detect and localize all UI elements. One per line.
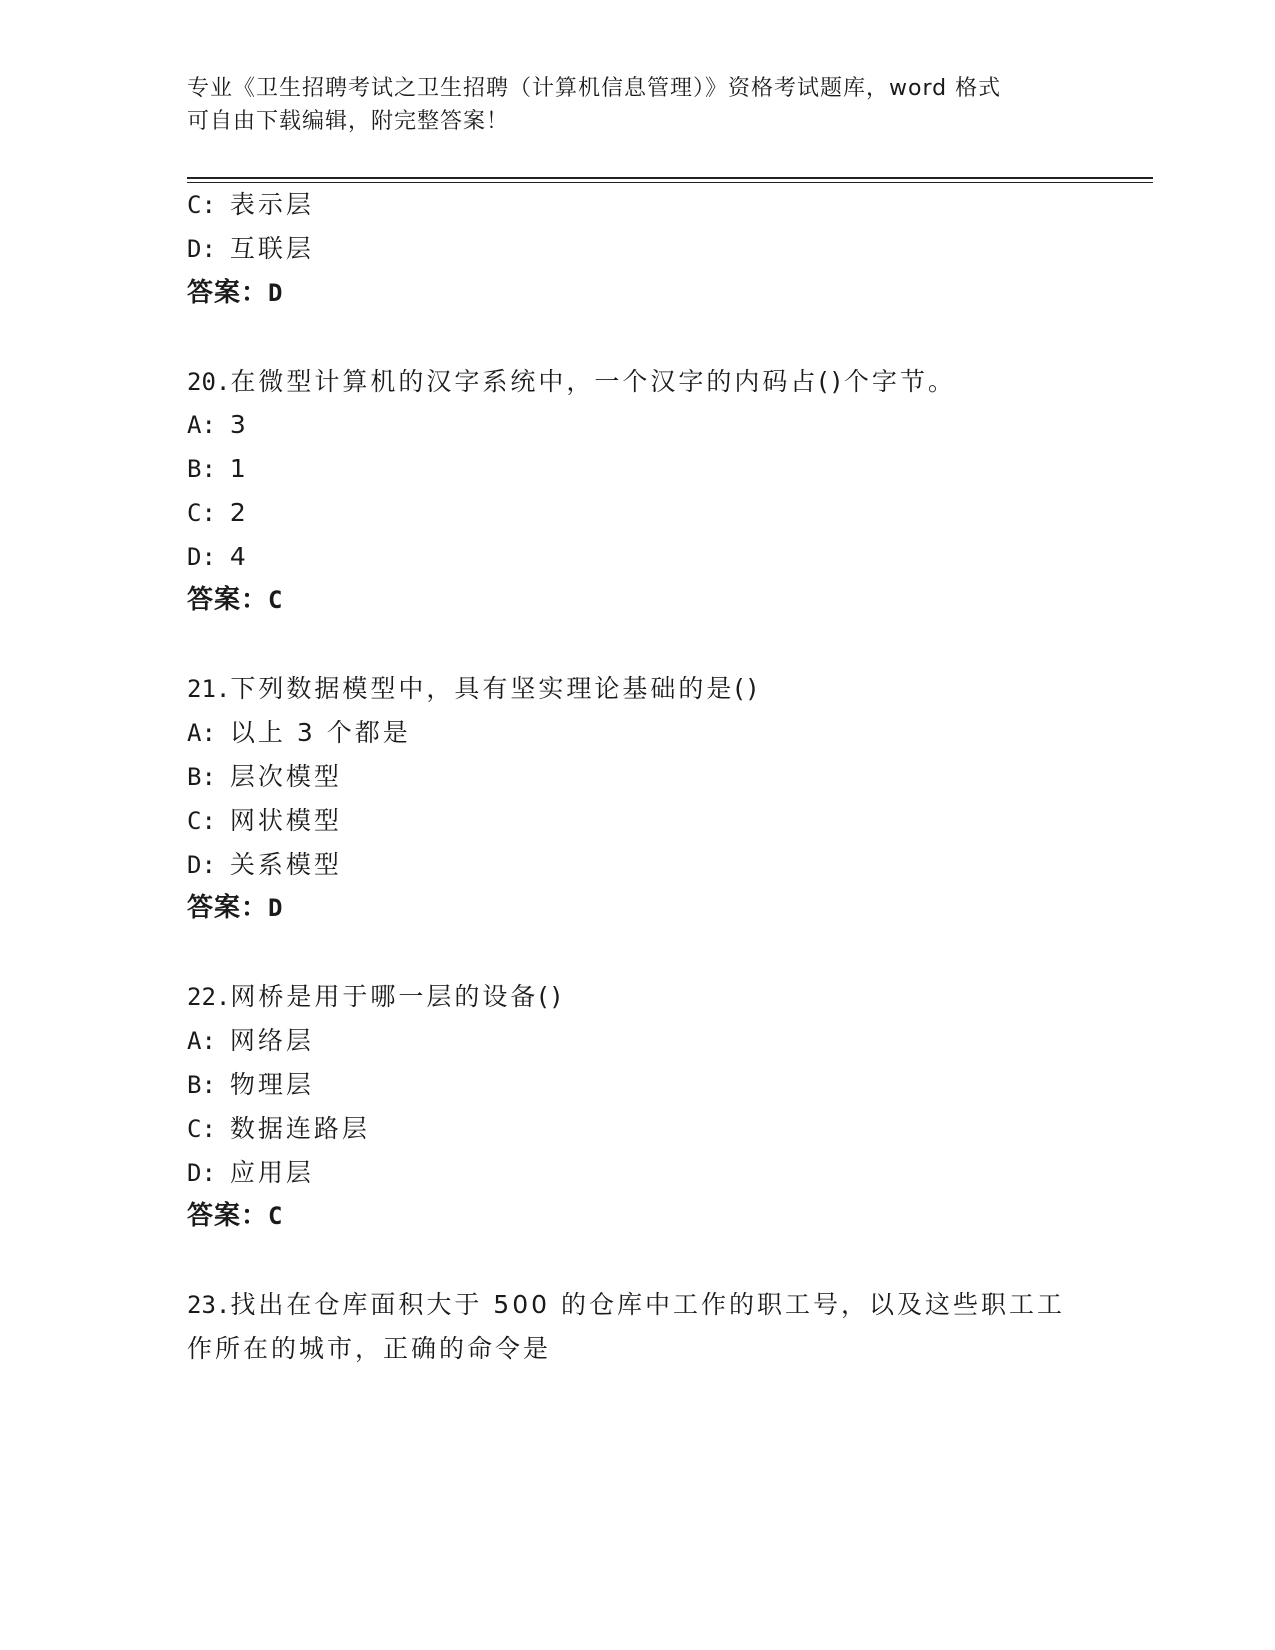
header-line-2: 可自由下载编辑，附完整答案！ (187, 109, 510, 134)
option-letter: D (187, 1159, 202, 1187)
option-separator: : (201, 763, 216, 791)
option-item (187, 232, 314, 266)
option-text: 以上 3 个都是 (229, 718, 411, 747)
question-23-continued (187, 1332, 551, 1366)
header-rule-thin (187, 182, 1153, 183)
option-letter: C (187, 1115, 202, 1143)
option-text: 2 (229, 498, 249, 527)
option-letter: B (187, 763, 202, 791)
option-text: 表示层 (229, 190, 314, 219)
option-letter: C (187, 191, 202, 219)
option-letter: C (187, 499, 202, 527)
option-text: 网状模型 (229, 806, 342, 835)
question-text: 下列数据模型中，具有坚实理论基础的是() (230, 674, 760, 703)
option-item (187, 452, 249, 486)
option-item (187, 408, 249, 442)
question-22 (187, 980, 564, 1014)
option-item (187, 496, 249, 530)
question-text: 网桥是用于哪一层的设备() (230, 982, 564, 1011)
option-letter: D (187, 235, 202, 263)
option-letter: A (187, 719, 202, 747)
option-item (187, 188, 314, 222)
question-text-line-2: 作所在的城市，正确的命令是 (187, 1334, 552, 1363)
option-item (187, 1112, 370, 1146)
option-letter: B (187, 455, 202, 483)
option-separator: : (201, 543, 216, 571)
option-text: 层次模型 (229, 762, 342, 791)
question-20 (187, 365, 956, 399)
answer-label: 答案： (187, 278, 269, 308)
option-letter: C (187, 807, 202, 835)
option-item (187, 716, 411, 750)
option-item (187, 848, 342, 882)
option-item (187, 760, 342, 794)
option-separator: : (201, 411, 216, 439)
question-number: 22. (187, 983, 231, 1011)
answer-line (187, 1199, 283, 1233)
answer-value: C (268, 1202, 284, 1230)
answer-line (187, 583, 283, 617)
header-rule-thick (187, 177, 1153, 179)
option-separator: : (201, 1115, 216, 1143)
option-item (187, 1156, 314, 1190)
question-text-line-1: 找出在仓库面积大于 500 的仓库中工作的职工号，以及这些职工工 (230, 1290, 1065, 1319)
option-letter: A (187, 411, 202, 439)
option-separator: : (201, 1027, 216, 1055)
document-header (187, 72, 1067, 138)
option-letter: A (187, 1027, 202, 1055)
answer-label: 答案： (187, 893, 269, 923)
answer-line (187, 276, 283, 310)
question-number: 23. (187, 1291, 231, 1319)
option-text: 互联层 (229, 234, 314, 263)
option-separator: : (201, 1159, 216, 1187)
answer-label: 答案： (187, 585, 269, 615)
option-separator: : (201, 455, 216, 483)
option-separator: : (201, 191, 216, 219)
option-item (187, 1024, 314, 1058)
option-separator: : (201, 1071, 216, 1099)
header-line-1: 专业《卫生招聘考试之卫生招聘（计算机信息管理）》资格考试题库，word 格式 (187, 76, 1002, 101)
option-text: 应用层 (229, 1158, 314, 1187)
option-separator: : (201, 851, 216, 879)
question-text: 在微型计算机的汉字系统中，一个汉字的内码占()个字节。 (230, 367, 956, 396)
option-letter: B (187, 1071, 202, 1099)
option-separator: : (201, 499, 216, 527)
option-text: 网络层 (229, 1026, 314, 1055)
option-item (187, 540, 249, 574)
question-number: 21. (187, 675, 231, 703)
option-separator: : (201, 719, 216, 747)
option-letter: D (187, 543, 202, 571)
option-separator: : (201, 235, 216, 263)
option-text: 数据连路层 (229, 1114, 370, 1143)
option-letter: D (187, 851, 202, 879)
option-text: 1 (229, 454, 249, 483)
question-number: 20. (187, 368, 231, 396)
option-separator: : (201, 807, 216, 835)
answer-value: C (268, 586, 284, 614)
answer-value: D (268, 279, 284, 307)
option-item (187, 1068, 314, 1102)
answer-value: D (268, 894, 284, 922)
option-text: 3 (229, 410, 249, 439)
question-23 (187, 1288, 1065, 1322)
option-text: 4 (229, 542, 249, 571)
answer-line (187, 891, 283, 925)
option-text: 关系模型 (229, 850, 342, 879)
option-text: 物理层 (229, 1070, 314, 1099)
answer-label: 答案： (187, 1201, 269, 1231)
question-21 (187, 672, 760, 706)
option-item (187, 804, 342, 838)
